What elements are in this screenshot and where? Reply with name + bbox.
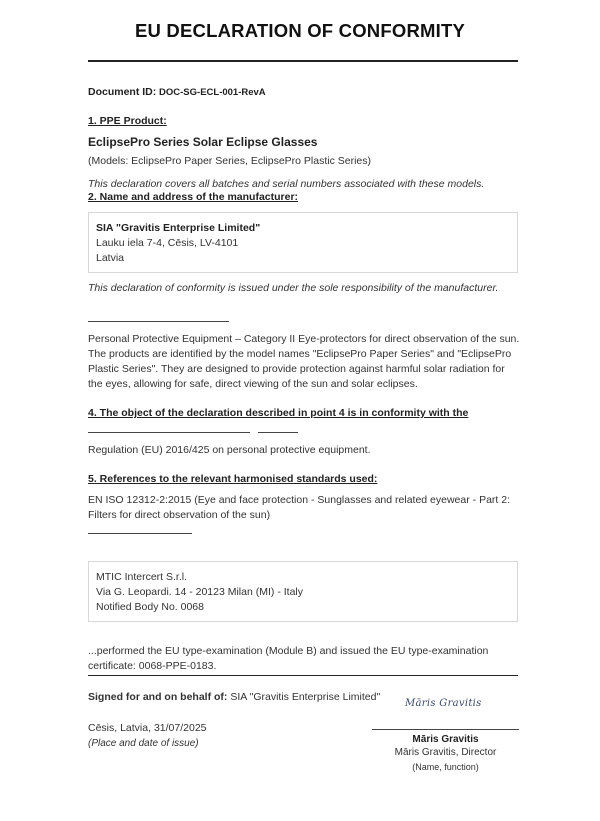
- name-function-caption: (Name, function): [412, 762, 479, 772]
- blank-line-2: [258, 432, 298, 433]
- object-description: Personal Protective Equipment – Category II Eye-protectors for direct observation of the sun. The products are identified by the model names "EclipsePro Paper Series" and "EclipsePro Plastic Series". They are designed to provide protection against harmful solar radiation for the eyes, allowing for safe, direct viewing of the sun and solar eclipses.: [88, 333, 520, 390]
- document-id-label: Document ID:: [88, 86, 157, 98]
- manufacturer-address-line2: Latvia: [96, 252, 125, 264]
- section2-heading: 2. Name and address of the manufacturer:: [88, 191, 299, 203]
- manufacturer-address-line1: Lauku iela 7-4, Cēsis, LV-4101: [96, 237, 239, 249]
- place-date: Cēsis, Latvia, 31/07/2025: [88, 722, 207, 734]
- document-id-value: DOC-SG-ECL-001-RevA: [159, 87, 266, 98]
- blank-heading-line: [88, 321, 229, 322]
- blank-line-1: [88, 432, 250, 433]
- coverage-note: This declaration covers all batches and serial numbers associated with these models.: [88, 178, 485, 190]
- place-date-caption: (Place and date of issue): [88, 738, 199, 749]
- signed-on-behalf: [88, 690, 388, 705]
- regulation-text: Regulation (EU) 2016/425 on personal protective equipment.: [88, 444, 371, 456]
- notified-body-number: Notified Body No. 0068: [96, 601, 204, 613]
- product-name: EclipsePro Series Solar Eclipse Glasses: [88, 135, 318, 149]
- responsibility-note: This declaration of conformity is issued under the sole responsibility of the manufacturer.: [88, 282, 499, 294]
- blank-line-3: [88, 533, 192, 534]
- signed-on-behalf-label: Signed for and on behalf of:: [88, 691, 228, 703]
- document-id: [88, 86, 266, 98]
- examination-note: ...performed the EU type-examination (Module B) and issued the EU type-examination certificate: 0068-PPE-0183.: [88, 645, 489, 672]
- notified-body-box: [88, 561, 518, 622]
- manufacturer-name: SIA "Gravitis Enterprise Limited": [96, 222, 261, 234]
- manufacturer-box: [88, 212, 518, 273]
- handwritten-signature: Māris Gravitis: [405, 698, 482, 709]
- title-divider: [88, 60, 518, 62]
- section1-heading: 1. PPE Product:: [88, 115, 167, 127]
- signed-on-behalf-company: SIA "Gravitis Enterprise Limited": [230, 691, 381, 703]
- signature-divider: [88, 675, 518, 676]
- section4-heading: 4. The object of the declaration described in point 4 is in conformity with the: [88, 407, 469, 419]
- signer-name: Māris Gravitis: [412, 734, 479, 745]
- notified-body-address: Via G. Leopardi. 14 - 20123 Milan (MI) - Italy: [96, 586, 303, 598]
- product-models: (Models: EclipsePro Paper Series, EclipsePro Plastic Series): [88, 155, 372, 167]
- section5-heading: 5. References to the relevant harmonised standards used:: [88, 473, 378, 485]
- document-title: EU DECLARATION OF CONFORMITY: [134, 20, 466, 41]
- signer-role: Māris Gravitis, Director: [394, 747, 497, 758]
- notified-body-name: MTIC Intercert S.r.l.: [96, 571, 188, 583]
- signature-line: [372, 729, 519, 730]
- harmonised-standard: EN ISO 12312-2:2015 (Eye and face protection - Sunglasses and related eyewear - Part 2: Filters for direct observation of the sun): [88, 494, 510, 521]
